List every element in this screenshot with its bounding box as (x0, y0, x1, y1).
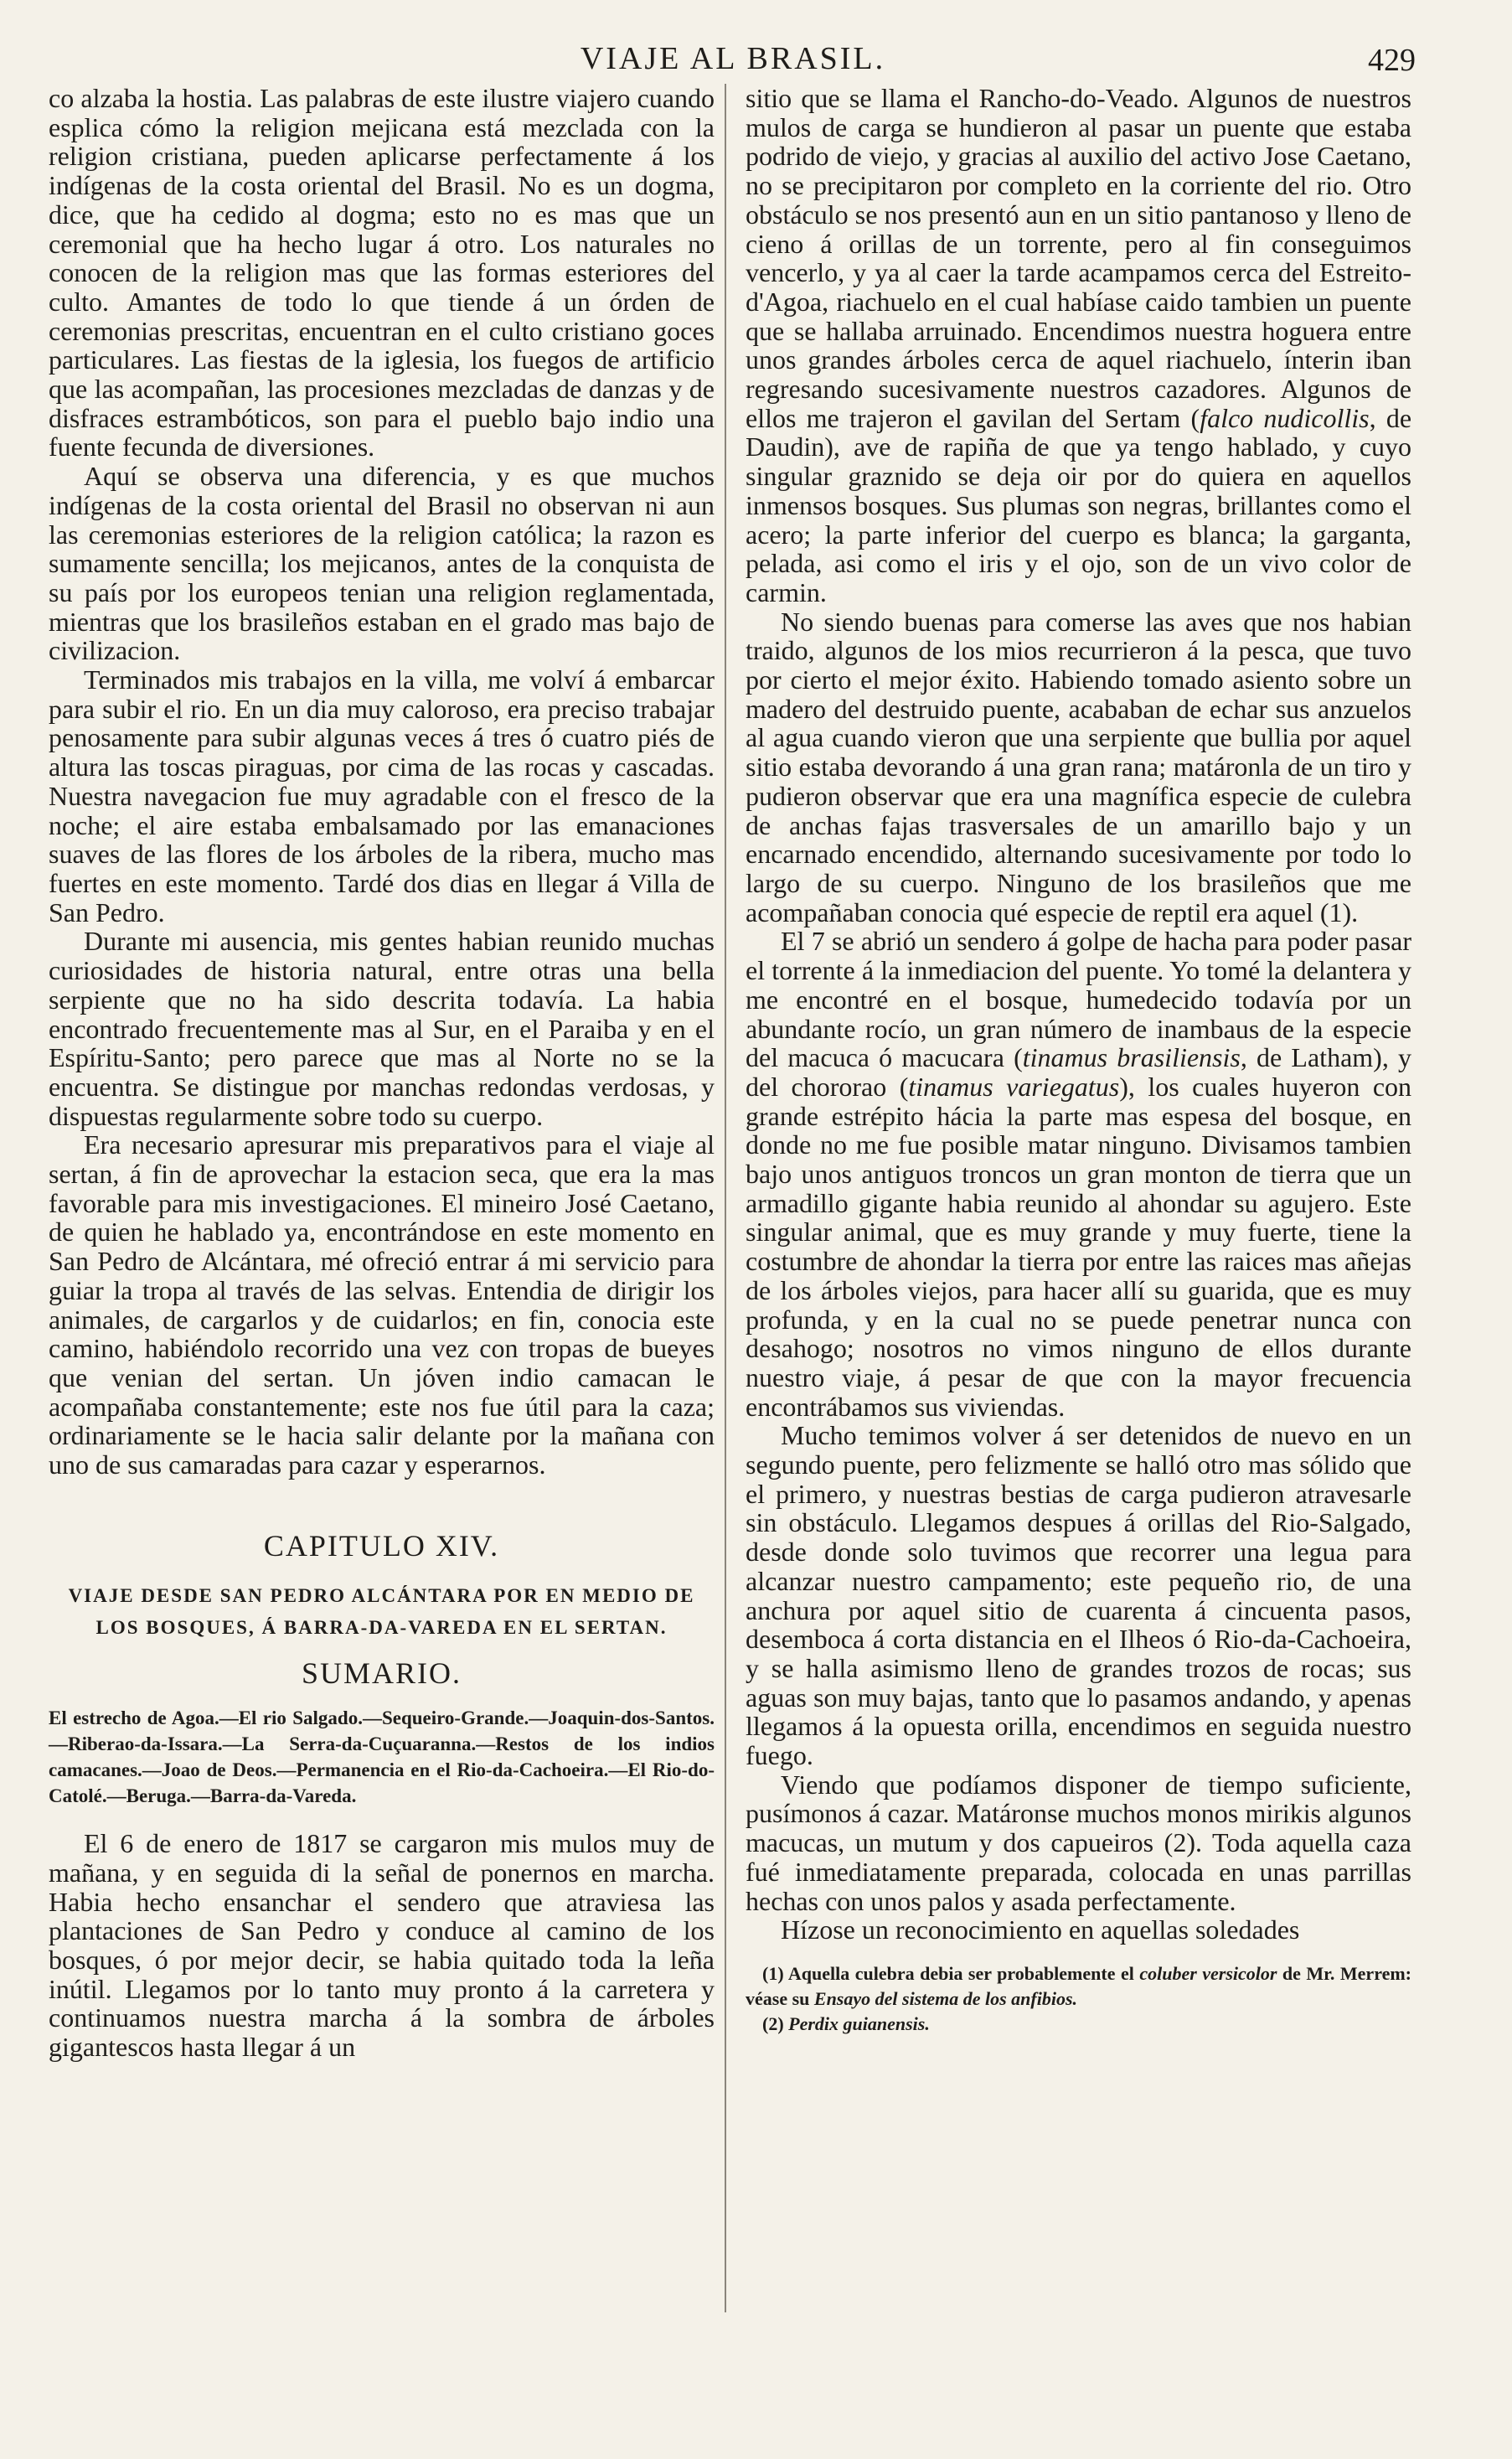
running-title: VIAJE AL BRASIL. (580, 41, 886, 76)
species-name: coluber versicolor (1139, 1963, 1277, 1984)
text-run: El 7 se abrió un sendero á golpe de hacha para poder pasar el torrente á la inmediacion del puente. Yo tomé la delantera y me encontré en el bosque, humedecido todavía por un abundante rocío, un gran número de inambaus de la especie del macuca ó macucara ( (746, 926, 1411, 1073)
species-name: falco nudicollis (1200, 402, 1370, 433)
page-number: 429 (1368, 43, 1416, 78)
paragraph (746, 84, 1411, 607)
paragraph: Era necesario apresurar mis preparativos para el viaje al sertan, á fin de aprovechar la estacion seca, que era la mas favorable para mis investigaciones. El mineiro José Caetano, de quien he hablado ya, encontrándose en este momento en San Pedro de Alcántara, mé ofreció entrar á mi servicio para guiar la tropa al través de las selvas. Entendia de dirigir los animales, de cargarlos y de cuidarlos; en fin, conocia este camino, habiéndolo recorrido una vez con tropas de bueyes que venian del sertan. Un jóven indio camacan le acompañaba constantemente; este nos fue útil para la caza; ordinariamente se le hacia salir delante por la mañana con uno de sus camaradas para cazar y esperarnos. (49, 1129, 715, 1480)
paragraph: El 6 de enero de 1817 se cargaron mis mulos muy de mañana, y en seguida di la señal de ponernos en marcha. Habia hecho ensanchar el sendero que atraviesa las plantaciones de San Pedro y conduce al camino de los bosques, ó por mejor decir, se habia quitado toda la leña inútil. Llegamos por lo tanto muy pronto á la carretera y continuamos nuestra marcha á la sombra de árboles gigantescos hasta llegar á un (49, 1828, 715, 2063)
chapter-title: CAPITULO XIV. (263, 1528, 500, 1563)
species-name: Perdix guianensis. (788, 2013, 930, 2034)
paragraph: Aquí se observa una diferencia, y es que muchos indígenas de la costa oriental del Brasil no observan ni aun las ceremonias esteriores de la religion católica; la razon es sumamente sencilla; los mejicanos, antes de la conquista de su país por los europeos tenian una religion reglamentada, mientras que los brasileños estaban en el grado mas bajo de civilizacion. (49, 461, 715, 666)
paragraph: Hízose un reconocimiento en aquellas soledades (781, 1914, 1300, 1945)
sumario-heading: SUMARIO. (301, 1656, 462, 1691)
text-run: , de Daudin), ave de rapiña de que ya tengo hablado, y cuyo singular graznido se deja oir por do quiera en aquellos inmensos bosques. Sus plumas son negras, brillantes como el acero; la parte inferior del cuerpo es blanca; la garganta, pelada, asi como el iris y el ojo, son de un vivo color de carmin. (746, 402, 1412, 607)
footnote (746, 1961, 1411, 2012)
sumario-text: El estrecho de Agoa.—El rio Salgado.—Sequeiro-Grande.—Joaquin-dos-Santos.—Riberao-da-Issara.—La Serra-da-Cuçuaranna.—Restos de los indios camacanes.—Joao de Deos.—Permanencia en el Rio-da-Cachoeira.—El Rio-do-Catolé.—Beruga.—Barra-da-Vareda. (49, 1707, 715, 1807)
paragraph: No siendo buenas para comerse las aves que nos habian traido, algunos de los mios recurrieron á la pesca, que tuvo por cierto el mejor éxito. Habiendo tomado asiento sobre un madero del destruido puente, acababan de echar sus anzuelos al agua cuando vieron que una serpiente que bullia por aquel sitio estaba devorando á una gran rana; matáronla de un tiro y pudieron observar que era una magnífica especie de culebra de anchas fajas trasversales de un amarillo bajo y un encarnado encendido, alternando sucesivamente por todo lo largo de su cuerpo. Ninguno de los brasileños que me acompañaban conocia qué especie de reptil era aquel (1). (746, 606, 1411, 927)
text-run: , de Latham), y del chororao ( (746, 1042, 1412, 1102)
paragraph: Terminados mis trabajos en la villa, me volví á embarcar para subir el rio. En un dia muy caloroso, era preciso trabajar penosamente para subir algunas veces á tres ó cuatro piés de altura las toscas piraguas, por cima de las rocas y cascadas. Nuestra navegacion fue muy agradable con el fresco de la noche; el aire estaba embalsamado por las emanaciones suaves de las flores de los árboles de la ribera, mucho mas fuertes en este momento. Tardé dos dias en llegar á Villa de San Pedro. (49, 664, 715, 927)
chapter-subtitle: VIAJE DESDE SAN PEDRO ALCÁNTARA POR EN MEDIO DE LOS BOSQUES, Á BARRA-DA-VAREDA EN EL SERTAN. (68, 1585, 695, 1639)
text-run: (1) Aquella culebra debia ser probablemente el (762, 1963, 1140, 1984)
paragraph: co alzaba la hostia. Las palabras de este ilustre viajero cuando esplica cómo la religion mejicana está mezclada con la religion cristiana, pueden aplicarse perfectamente á los indígenas de la costa oriental del Brasil. No es un dogma, dice, que ha cedido al dogma; esto no es mas que un ceremonial que ha hecho lugar á otro. Los naturales no conocen de la religion mas que las formas esteriores del culto. Amantes de todo lo que tiende á un órden de ceremonias prescritas, encuentran en el culto cristiano goces particulares. Las fiestas de la iglesia, los fuegos de artificio que las acompañan, las procesiones mezcladas de danzas y de disfraces estrambóticos, son para el pueblo bajo indio una fuente fecunda de diversiones. (49, 83, 715, 462)
text-run: ), los cuales huyeron con grande estrépito hácia la parte mas espesa del bosque, en donde no me fue posible matar ninguno. Divisamos tambien bajo unos antiguos troncos un gran monton de tierra que un armadillo gigante habia reunido al ahondar su agujero. Este singular animal, que es muy grande y muy fuerte, tiene la costumbre de ahondar la tierra por entre las raices mas añejas de los árboles viejos, para hacer allí su guarida, que es muy profunda, y en la cual no se puede penetrar nunca con desahogo; nosotros no vimos ninguno de ellos durante nuestro viaje, á pesar de que con la mayor frecuencia encontrábamos sus viviendas. (746, 1071, 1412, 1422)
footnote (746, 2012, 1411, 2037)
text-run: (2) (762, 2013, 789, 2034)
species-name: tinamus brasiliensis (1022, 1042, 1241, 1073)
paragraph: Viendo que podíamos disponer de tiempo suficiente, pusímonos á cazar. Matáronse muchos monos mirikis algunos macucas, un mutum y dos capueiros (2). Toda aquella caza fué inmediatamente preparada, colocada en unas parrillas hechas con unos palos y asada perfectamente. (746, 1769, 1411, 1916)
paragraph (746, 927, 1411, 1421)
right-column (746, 84, 1411, 2037)
text-run: de Mr. Merrem: véase su (746, 1963, 1411, 2009)
paragraph: Mucho temimos volver á ser detenidos de nuevo en un segundo puente, pero felizmente se halló otro mas sólido que el primero, y nuestras bestias de carga pudieron atravesarle sin obstáculo. Llegamos despues á orillas del Rio-Salgado, desde donde solo tuvimos que recorrer una legua para alcanzar nuestro campamento; este pequeño rio, de una anchura por aquel sitio de cuarenta á cincuenta pasos, desemboca á corta distancia en el Ilheos ó Rio-da-Cachoeira, y se halla asimismo lleno de grandes trozos de rocas; sus aguas son muy bajas, tanto que lo pasamos andando, y apenas llegamos á la opuesta orilla, encendimos en seguida nuestro fuego. (746, 1420, 1411, 1771)
running-head (50, 34, 1416, 84)
left-column (49, 84, 715, 2062)
paragraph: Durante mi ausencia, mis gentes habian reunido muchas curiosidades de historia natural, entre otras una bella serpiente que no ha sido descrita todavía. La habia encontrado frecuentemente mas al Sur, en el Paraiba y en el Espíritu-Santo; pero parece que mas al Norte no se la encuentra. Se distingue por manchas redondas verdosas, y dispuestas regularmente sobre todo su cuerpo. (49, 926, 715, 1131)
column-divider (725, 84, 726, 2312)
text-run: sitio que se llama el Rancho-do-Veado. Algunos de nuestros mulos de carga se hundieron al pasar un puente que estaba podrido de viejo, y gracias al auxilio del activo Jose Caetano, no se precipitaron por completo en la corriente del rio. Otro obstáculo se nos presentó aun en un sitio pantanoso y lleno de cieno á orillas de un torrente, pero al fin conseguimos vencerlo, y ya al caer la tarde acampamos cerca del Estreito-d'Agoa, riachuelo en el cual habíase caido tambien un puente que se hallaba arruinado. Encendimos nuestra hoguera entre unos grandes árboles cerca de aquel riachuelo, ínterin iban regresando sucesivamente nuestros cazadores. Algunos de ellos me trajeron el gavilan del Sertam ( (746, 83, 1411, 433)
footnotes (746, 1961, 1411, 2037)
book-title: Ensayo del sistema de los anfibios. (813, 1988, 1078, 2009)
species-name: tinamus variegatus (908, 1071, 1120, 1102)
